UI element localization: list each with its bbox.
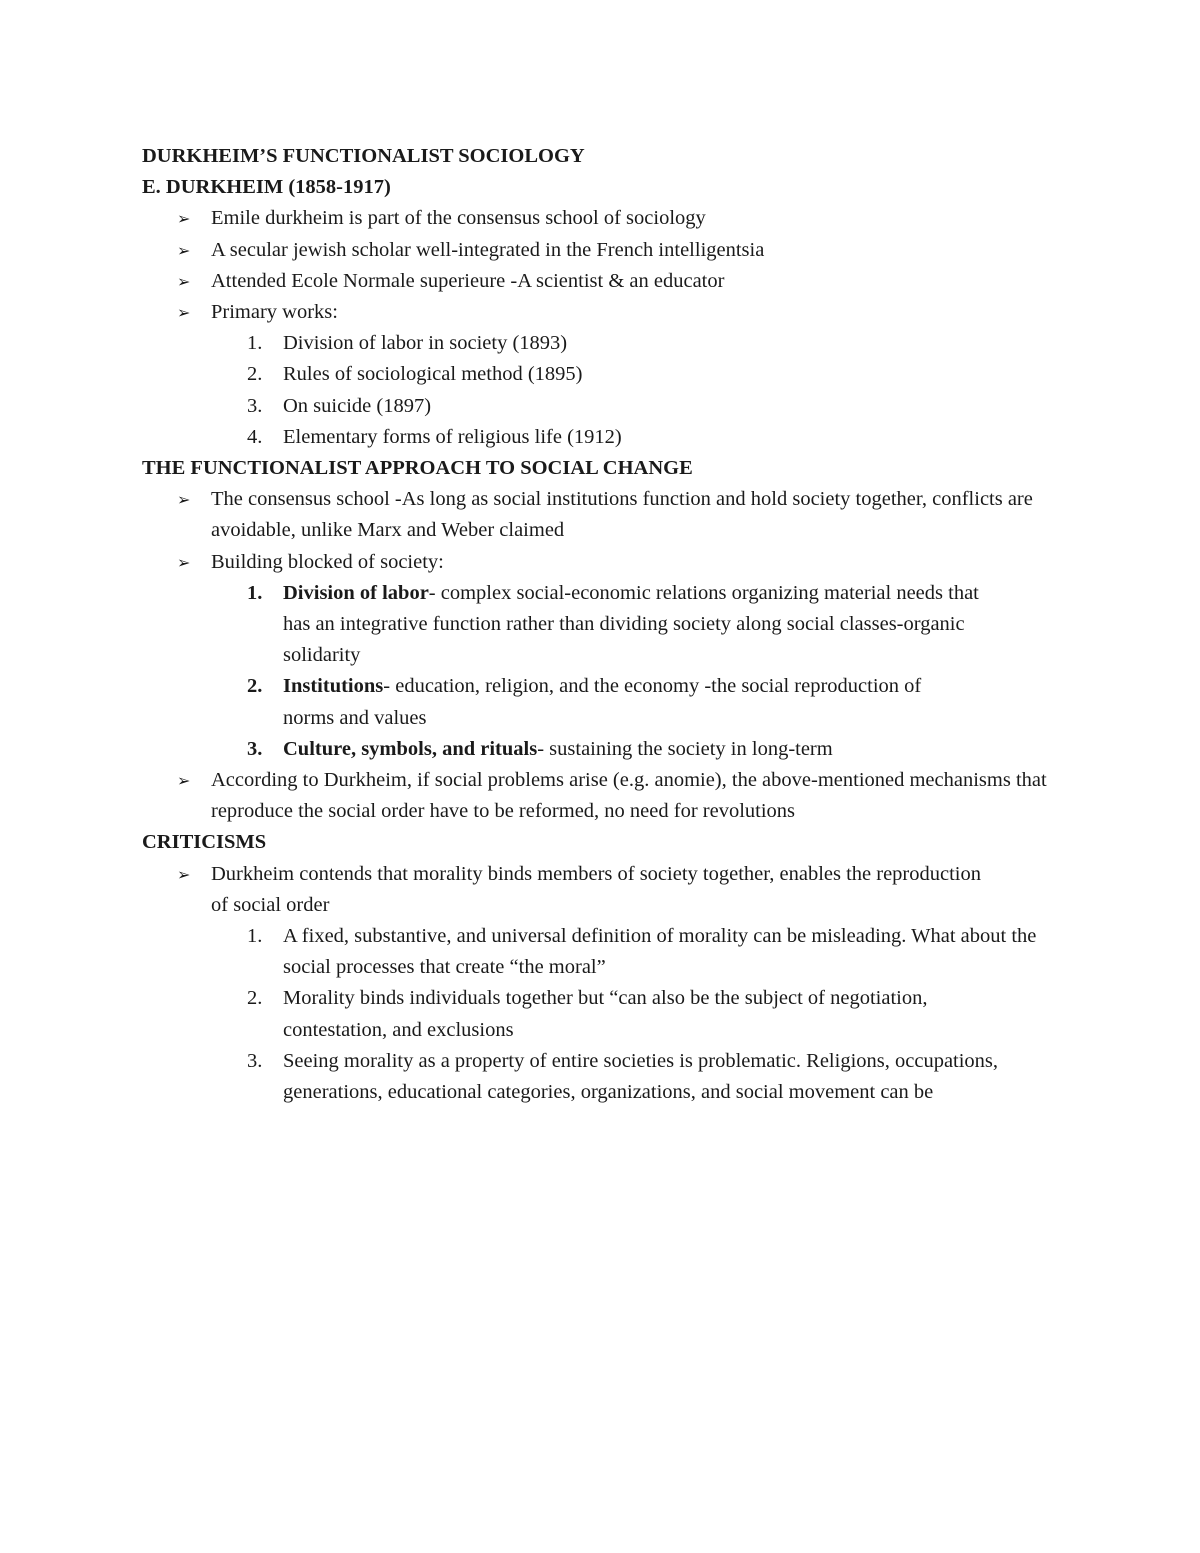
list-item: 1. A fixed, substantive, and universal definition of morality can be misleading. What about the social processes that create “the moral” <box>247 925 1037 979</box>
intro-bullet-list <box>142 203 1070 328</box>
list-item: 2. Rules of sociological method (1895) <box>247 363 583 386</box>
list-item: 3. Seeing morality as a property of entire societies is problematic. Religions, occupations, generations, educational categories, organizations, and social movement can be <box>247 1049 999 1104</box>
list-item: 2. Institutions- education, religion, and the economy -the social reproduction of norms and values <box>247 675 922 729</box>
list-item: ➢ A secular jewish scholar well-integrated in the French intelligentsia <box>142 235 1070 266</box>
list-item: ➢ Durkheim contends that morality binds members of society together, enables the reproduction of social order <box>142 859 1070 921</box>
list-item: 3. Culture, symbols, and rituals- sustaining the society in long-term <box>247 737 833 760</box>
section-heading-criticisms: CRITICISMS <box>142 831 267 854</box>
criticisms-bullet-list <box>142 859 1070 921</box>
list-item: 1. Division of labor in society (1893) <box>247 332 568 355</box>
list-item: ➢ Emile durkheim is part of the consensus school of sociology <box>142 203 1070 234</box>
list-item: 3. On suicide (1897) <box>247 394 432 417</box>
section-heading-functionalist-approach: THE FUNCTIONALIST APPROACH TO SOCIAL CHANGE <box>142 457 693 480</box>
arrow-bullet-icon: ➢ <box>177 552 191 572</box>
arrow-bullet-icon: ➢ <box>177 864 191 884</box>
functionalist-bullet-list <box>142 484 1070 578</box>
list-item: ➢ The consensus school -As long as social institutions function and hold society together, conflicts are avoidable, unlike Marx and Weber claimed <box>142 484 1070 546</box>
arrow-bullet-icon: ➢ <box>177 303 191 323</box>
works-numbered-list <box>142 328 1070 453</box>
arrow-bullet-icon: ➢ <box>177 240 191 260</box>
list-item: ➢ According to Durkheim, if social problems arise (e.g. anomie), the above-mentioned mechanisms that reproduce the social order have to be reformed, no need for revolutions <box>142 765 1070 827</box>
arrow-bullet-icon: ➢ <box>177 209 191 229</box>
list-item: ➢ Attended Ecole Normale superieure -A scientist & an educator <box>142 266 1070 297</box>
criticisms-numbered-list <box>142 921 1070 1108</box>
list-item: 2. Morality binds individuals together but “can also be the subject of negotiation, contestation, and exclusions <box>247 987 928 1041</box>
document-subtitle: E. DURKHEIM (1858-1917) <box>142 176 391 199</box>
document-title: DURKHEIM’S FUNCTIONALIST SOCIOLOGY <box>142 145 585 167</box>
building-blocks-numbered-list <box>142 578 1070 765</box>
arrow-bullet-icon: ➢ <box>177 490 191 510</box>
list-item: ➢ Building blocked of society: <box>142 547 1070 578</box>
list-item: ➢ Primary works: <box>142 297 1070 328</box>
arrow-bullet-icon: ➢ <box>177 771 191 791</box>
arrow-bullet-icon: ➢ <box>177 271 191 291</box>
list-item: 4. Elementary forms of religious life (1912) <box>247 425 622 448</box>
functionalist-bullet-list-end <box>142 765 1070 827</box>
list-item: 1. Division of labor- complex social-economic relations organizing material needs that has an integrative function rather than dividing society along social classes-organic solidarity <box>247 581 979 667</box>
